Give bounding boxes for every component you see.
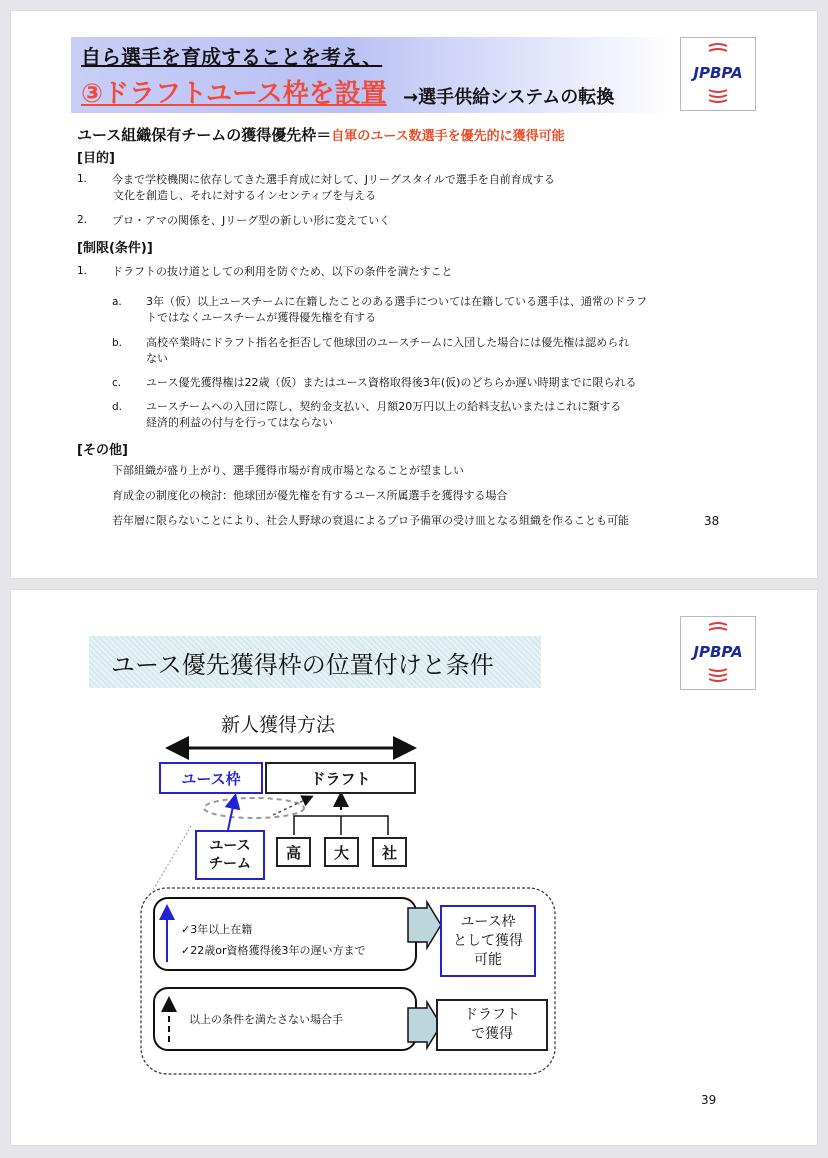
youth-slot-box: ユース枠 — [159, 762, 263, 794]
youth-team-box — [195, 830, 265, 880]
sub-item-a-line-2: トではなくユースチームが獲得優先権を有する — [146, 311, 377, 324]
sub-label-d: d. — [112, 401, 123, 413]
draft-box: ドラフト — [265, 762, 416, 794]
sub-item-d — [146, 399, 621, 431]
other-heading: [その他] — [77, 443, 128, 458]
youth-result-box — [440, 905, 536, 977]
blue-arrow-to-youth-slot — [228, 797, 235, 830]
youth-result-line-3: 可能 — [474, 951, 502, 968]
purpose-item-2: プロ・アマの関係を、Jリーグ型の新しい形に変えていく — [112, 214, 391, 227]
jpbpa-logo — [680, 37, 756, 111]
other-line-3: 若年層に限らないことにより、社会人野球の衰退によるプロ予備軍の受け皿となる組織を作ることも可能 — [112, 514, 629, 527]
youth-team-line-2: チーム — [209, 856, 251, 872]
sub-item-a-line-1: 3年（仮）以上ユースチームに在籍したことのある選手については在籍している選手は、通常のドラフ — [146, 295, 648, 308]
limits-num-1: 1. — [77, 265, 88, 277]
youth-result-line-2: として獲得 — [453, 932, 523, 949]
banner-line-1: 自ら選手を育成することを考え、 — [81, 45, 383, 69]
sub-label-c: c. — [112, 377, 122, 389]
method-label: 新人獲得方法 — [221, 714, 336, 736]
headline-highlight: 自軍のユース数選手を優先的に獲得可能 — [331, 129, 565, 144]
purpose-num-2: 2. — [77, 214, 88, 226]
logo-text: JPBPA — [693, 64, 743, 82]
draft-result-line-1: ドラフト — [464, 1007, 520, 1023]
sub-label-b: b. — [112, 337, 123, 349]
sub-item-c: ユース優先獲得権は22歳（仮）またはユース資格取得後3年(仮)のどちらか遅い時期までに限られる — [146, 376, 637, 389]
diagram-lines — [11, 590, 817, 1145]
sub-item-b-line-1: 高校卒業時にドラフト指名を拒否して他球団のユースチームに入団した場合には優先権は認められ — [146, 336, 630, 349]
slide-title: ユース優先獲得枠の位置付けと条件 — [111, 651, 494, 679]
draft-result-line-2: で獲得 — [471, 1026, 513, 1042]
slide-38 — [11, 11, 817, 578]
page-number: 39 — [701, 1093, 717, 1107]
condition-met-line-2: ✓22歳or資格獲得後3年の遅い方まで — [181, 944, 366, 957]
draft-result-box — [436, 999, 548, 1051]
youth-result-line-1: ユース枠 — [460, 913, 516, 930]
condition-met-line-1: ✓3年以上在籍 — [181, 923, 253, 936]
source-corporate: 社 — [372, 837, 407, 867]
other-line-1: 下部組織が盛り上がり、選手獲得市場が育成市場となることが望ましい — [112, 464, 464, 477]
sub-label-a: a. — [112, 296, 122, 308]
sub-item-d-line-1: ユースチームへの入団に際し、契約金支払い、月額20万円以上の給料支払いまたはこれに類する — [146, 400, 622, 413]
sub-item-d-line-2: 経済的利益の付与を行ってはならない — [146, 416, 333, 429]
banner-line-2-suffix: →選手供給システムの転換 — [403, 87, 615, 108]
arrow-to-youth-result — [408, 902, 441, 948]
headline — [77, 124, 565, 145]
dotted-guide — [153, 826, 191, 890]
banner-line-2: ③ドラフトユース枠を設置 — [81, 79, 387, 109]
condition-met-text — [181, 919, 365, 961]
limits-heading: [制限(条件)] — [77, 241, 153, 256]
sub-item-b-line-2: ない — [146, 352, 168, 365]
purpose-num-1: 1. — [77, 173, 88, 185]
purpose-item-1 — [112, 172, 555, 204]
condition-not-met-text: 以上の条件を満たさない場合手 — [189, 1013, 343, 1026]
limits-item-1: ドラフトの抜け道としての利用を防ぐため、以下の条件を満たすこと — [112, 265, 453, 278]
slide-39 — [11, 590, 817, 1145]
sub-item-b — [146, 335, 629, 367]
purpose-item-1-line-2: 文化を創造し、それに対するインセンティブを与える — [113, 189, 377, 202]
source-university: 大 — [324, 837, 359, 867]
logo-text: JPBPA — [693, 643, 743, 661]
dashed-ellipse — [204, 798, 304, 818]
source-high-school: 高 — [276, 837, 311, 867]
sub-item-a — [146, 294, 647, 326]
youth-team-line-1: ユース — [209, 838, 251, 854]
page-number: 38 — [704, 514, 720, 528]
purpose-item-1-line-1: 今まで学校機関に依存してきた選手育成に対して、Jリーグスタイルで選手を自前育成する — [112, 173, 555, 186]
headline-text: ユース組織保有チームの獲得優先枠＝ — [77, 126, 332, 144]
purpose-heading: [目的] — [77, 151, 115, 166]
other-line-2: 育成金の制度化の検討：他球団が優先権を有するユース所属選手を獲得する場合 — [112, 489, 508, 502]
